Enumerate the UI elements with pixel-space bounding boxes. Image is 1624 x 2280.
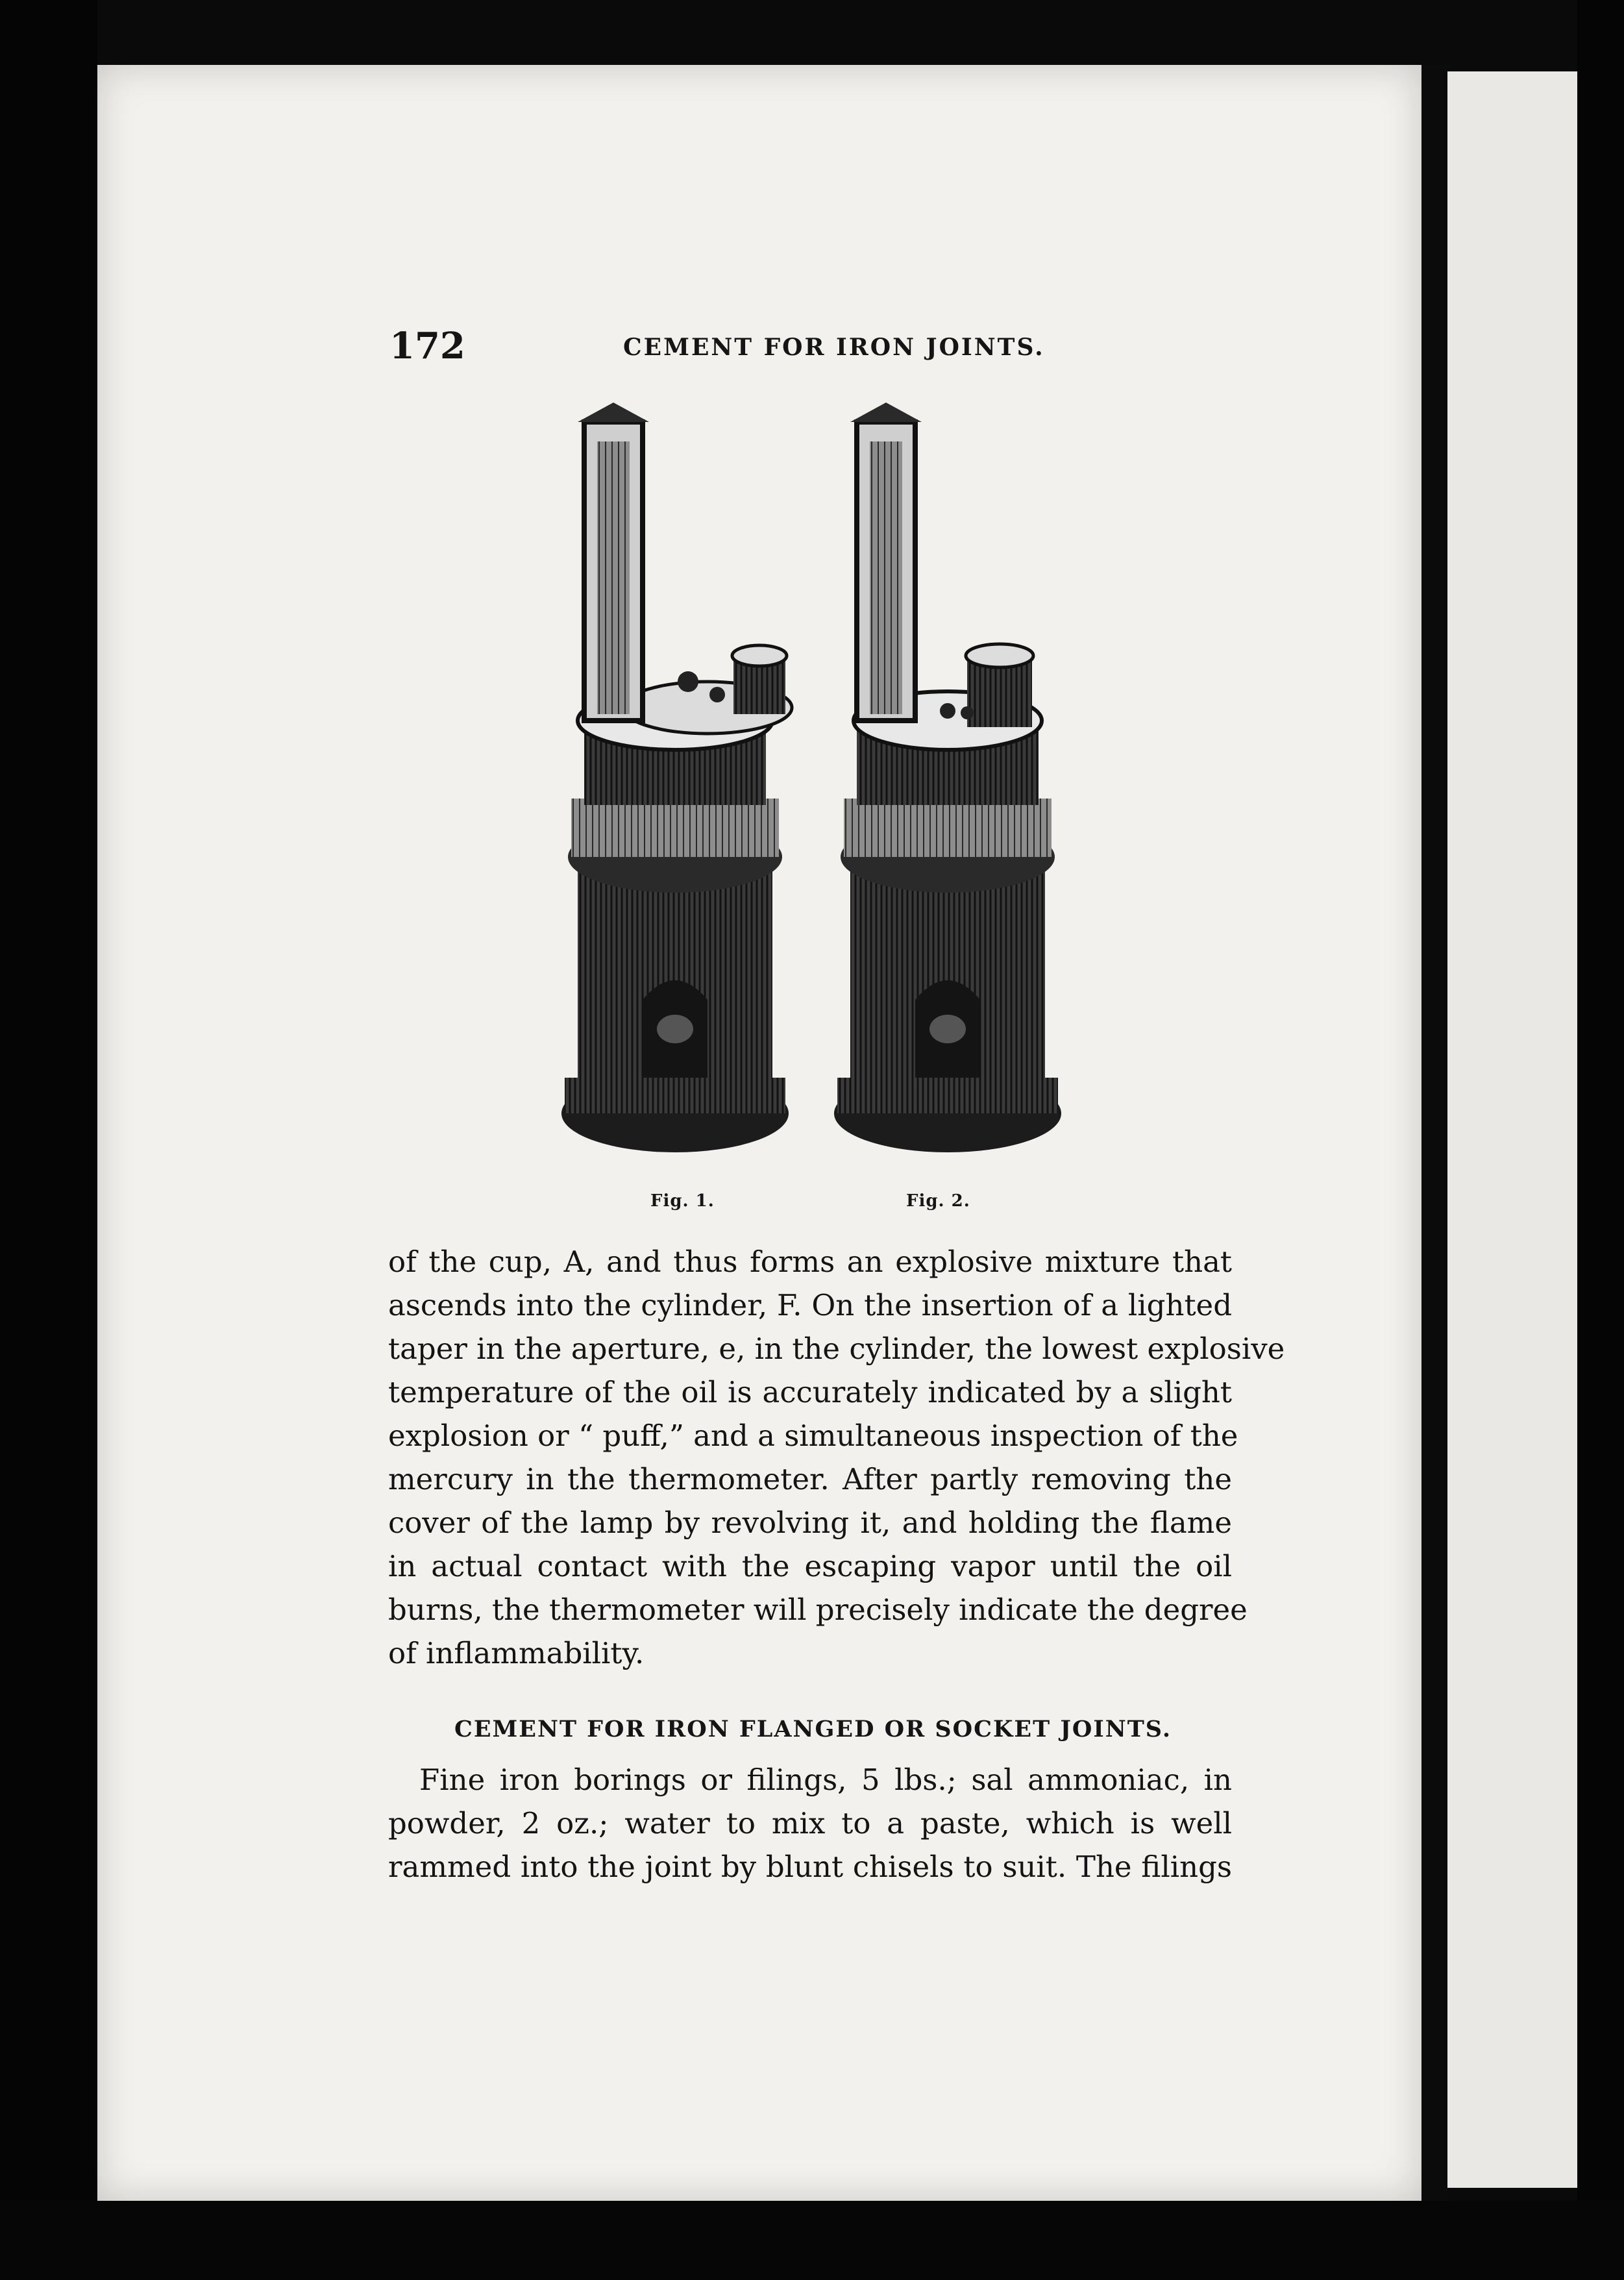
running-head: CEMENT FOR IRON JOINTS. <box>623 334 1045 361</box>
scan-border-bottom <box>0 2201 1624 2280</box>
text-line: taper in the aperture, e, in the cylinder, the lowest explosive <box>388 1332 1285 1366</box>
text-line: in actual contact with the escaping vapor until the oil <box>388 1549 1232 1583</box>
text-line: powder, 2 oz.; water to mix to a paste, which is well <box>388 1806 1232 1840</box>
text-line: of inflammability. <box>388 1636 645 1670</box>
text-line: mercury in the thermometer. After partly removing the <box>388 1462 1232 1496</box>
text-line: cover of the lamp by revolving it, and holding the flame <box>388 1506 1232 1540</box>
text-line: of the cup, A, and thus forms an explosive mixture that <box>388 1245 1232 1279</box>
figure-caption-1: Fig. 1. <box>650 1191 715 1211</box>
text-line: ascends into the cylinder, F. On the insertion of a lighted <box>388 1288 1232 1322</box>
apparatus-illustration <box>532 403 1077 1169</box>
paragraph-2 <box>388 1758 1232 1889</box>
page-number: 172 <box>389 325 465 367</box>
text-line: temperature of the oil is accurately indicated by a slight <box>388 1375 1232 1409</box>
text-line: explosion or “ puff,” and a simultaneous inspection of the <box>388 1419 1238 1453</box>
section-heading: CEMENT FOR IRON FLANGED OR SOCKET JOINTS. <box>454 1716 1172 1742</box>
paragraph-1 <box>388 1240 1285 1675</box>
text-line: Fine iron borings or filings, 5 lbs.; sal ammoniac, in <box>419 1763 1232 1797</box>
text-line: burns, the thermometer will precisely indicate the degree <box>388 1592 1248 1627</box>
figure-caption-2: Fig. 2. <box>906 1191 970 1211</box>
adjacent-page-edge <box>1447 71 1577 2188</box>
figure-flash-point-apparatus <box>532 403 1077 1221</box>
gutter-divider <box>1421 65 1447 2207</box>
scan-border-right <box>1577 0 1624 2280</box>
page-header <box>389 325 1272 370</box>
text-line: rammed into the joint by blunt chisels to suit. The filings <box>388 1850 1232 1884</box>
apparatus-fig-2 <box>834 403 1061 1152</box>
scan-border-left <box>0 0 97 2280</box>
